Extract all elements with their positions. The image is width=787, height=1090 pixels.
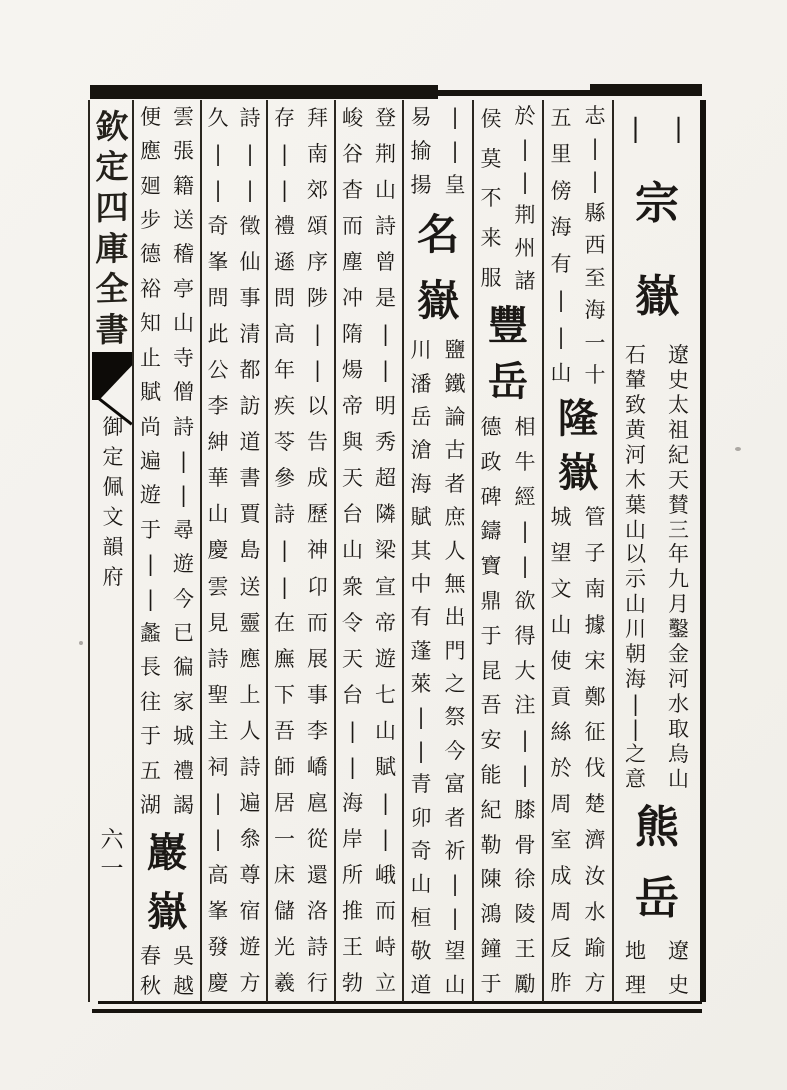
- text-column-3: [472, 100, 542, 1002]
- black-tab-marker: [92, 352, 132, 400]
- annotation: [404, 100, 472, 202]
- scan-speck: [735, 447, 741, 451]
- text-column-5: [334, 100, 402, 1002]
- book-title: 御 定 佩 文 韻 府: [102, 414, 124, 589]
- note-right-line: 雲 張 籍 送 稽 亭 山 寺 僧 詩 | | 尋 遊 今 已 徧 家 城 禮 謁: [173, 104, 194, 818]
- headword: 名 嶽: [416, 210, 459, 325]
- note-left-line: |: [631, 114, 640, 144]
- spine-margin-column: [88, 100, 132, 1002]
- text-column-6: [266, 100, 334, 1002]
- collection-banner: 欽 定 四 庫 全 書: [95, 106, 129, 350]
- note-left-line: 春 秋: [140, 943, 161, 999]
- text-frame: [132, 100, 706, 1002]
- note-left-line: 峻 谷 杳 而 塵 冲 隋 煬 帝 與 天 台 山 衆 令 天 台 | | 海 岸 所 推 王 勃: [342, 105, 363, 996]
- note-right-line: 詩 | | 徵 仙 事 清 都 訪 道 書 賈 島 送 靈 應 上 人 詩 遍 叅 尊 宿 遊 方: [239, 105, 261, 996]
- note-right-line: 拜 南 郊 頌 序 陟 | | 以 告 成 歷 神 卬 而 展 事 李 嶠 扈 從 還 洛 詩 行: [307, 105, 328, 996]
- note-right-line: | | 皇: [444, 104, 466, 197]
- annotation: [268, 100, 334, 1002]
- note-right-line: 登 荆 山 詩 曾 是 | | 明 秀 超 隣 梁 宣 帝 遊 七 山 賦 | | 峨 而 峙 立: [375, 105, 396, 996]
- headword: 宗 嶽: [635, 178, 679, 322]
- note-left-line: 便 應 廻 步 德 裕 知 止 賦 尚 遍 遊 于 | | 蠡 長 往 于 五 湖: [140, 104, 161, 818]
- annotation: [544, 500, 612, 1002]
- note-left-line: 易 揄 揚: [410, 104, 432, 197]
- note-left-line: 侯 莫 不 来 服: [480, 107, 502, 290]
- annotation: [336, 100, 402, 1002]
- top-border-rule-right: [590, 84, 702, 95]
- annotation: [544, 100, 612, 392]
- note-left-line: 五 里 傍 海 有 | | 山: [550, 105, 572, 386]
- note-left-line: 地 理: [625, 938, 646, 997]
- note-right-line: 於 | | 荆 州 諸: [514, 104, 536, 293]
- annotation: [134, 941, 200, 1002]
- note-right-line: 遼 史 太 祖 紀 天 賛 三 年 九 月 鑿 金 河 水 取 烏 山: [668, 342, 689, 791]
- note-left-line: 德 政 碑 鑄 寶 鼎 于 昆 吾 安 能 紀 勒 陳 鴻 鐘 于: [480, 414, 502, 996]
- headword: 豐 岳: [488, 302, 528, 405]
- top-border-rule: [90, 85, 438, 99]
- annotation: [474, 410, 542, 1002]
- text-column-1: [612, 100, 700, 1002]
- note-right-line: 吳 越: [173, 943, 194, 999]
- scan-speck: [79, 641, 83, 645]
- note-left-line: 石 輦 致 黄 河 木 葉 山 以 示 山 川 朝 海 | | 之 意: [625, 342, 646, 791]
- note-right-line: 志 | | 縣 西 至 海 一 十: [584, 103, 606, 388]
- folio-number: 六 一: [100, 827, 124, 882]
- text-column-2: [542, 100, 612, 1002]
- annotation: [614, 934, 700, 1002]
- annotation: [614, 343, 700, 792]
- headword: 隆 嶽: [558, 395, 598, 496]
- note-left-line: 存 | | 禮 遜 問 高 年 疾 苓 參 詩 | | 在 廡 下 吾 師 居 一 床 儲 光 羲: [274, 105, 295, 996]
- note-right-line: 管 子 南 據 宋 鄭 征 伐 楚 濟 汝 水 踰 方: [584, 505, 606, 996]
- note-left-line: 城 望 文 山 使 貢 絲 於 周 室 成 周 反 胙: [550, 505, 572, 996]
- note-right-line: 相 牛 經 | | 欲 得 大 注 | | 膝 骨 徐 陵 王 勵: [514, 414, 536, 996]
- note-right-line: 遼 史: [668, 938, 689, 997]
- note-right-line: |: [674, 114, 683, 144]
- note-right-line: 鹽 鐵 論 古 者 庶 人 無 出 門 之 祭 今 富 者 祈 | | 望 山: [444, 338, 466, 997]
- headword: 巖 嶽: [147, 828, 187, 935]
- text-column-4: [402, 100, 472, 1002]
- bottom-border-rule-outer: [92, 1009, 702, 1013]
- annotation: [404, 334, 472, 1002]
- annotation: [474, 100, 542, 298]
- note-left-line: 川 潘 岳 滄 海 賦 其 中 有 蓬 萊 | | 青 卯 奇 山 桓 敬 道: [410, 338, 432, 997]
- headword: 熊 岳: [635, 801, 679, 924]
- text-column-8: [132, 100, 200, 1002]
- text-column-7: [200, 100, 266, 1002]
- repetition-marks: [614, 100, 700, 158]
- annotation: [202, 100, 266, 1002]
- annotation: [134, 100, 200, 823]
- note-left-line: 久 | | 奇 峯 問 此 公 李 紳 華 山 慶 雲 見 詩 聖 主 祠 | | 高 峯 發 慶: [207, 105, 229, 996]
